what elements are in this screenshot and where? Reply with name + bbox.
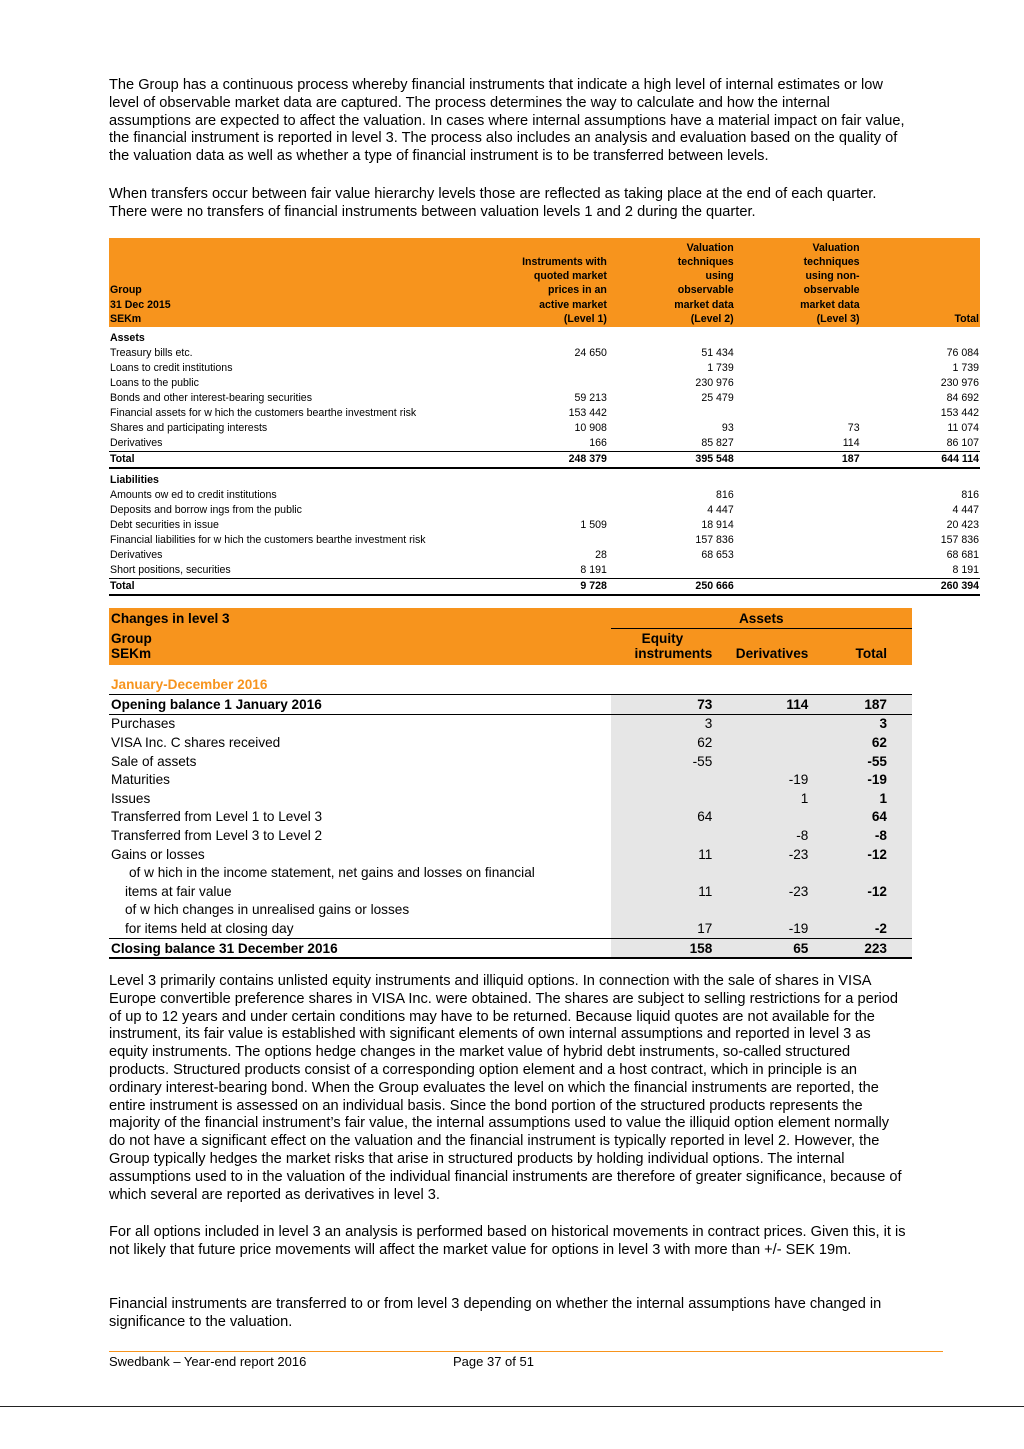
table-row: Treasury bills etc. 24 650 51 434 76 084 <box>110 347 979 359</box>
table-row: Issues 1 1 <box>109 789 912 808</box>
fv-liabilities-total-row: Total 9 728 250 666 260 394 <box>109 579 980 596</box>
fv-liabilities-heading: Liabilities <box>110 474 159 486</box>
fv-header-level2: Valuation techniques using observable market data (Level 2) <box>608 238 735 327</box>
options-analysis-paragraph: For all options included in level 3 an analysis is performed based on historical movements in contract prices. Given this, it is not likely that future price movements will affect the market value for options in level 3 with more than +/- SEK 19m. <box>109 1224 906 1258</box>
table-row: Short positions, securities 8 191 8 191 <box>110 564 979 576</box>
l3-col-equity-line1: Equity <box>611 629 715 647</box>
table-row: Financial liabilities for w hich the customers bearthe investment risk 157 836 157 836 <box>110 534 979 546</box>
table-row: Loans to the public 230 976 230 976 <box>110 377 979 389</box>
l3-title: Changes in level 3 <box>109 608 611 629</box>
table-row: of w hich changes in unrealised gains or losses <box>109 901 912 920</box>
fv-header-group: Group 31 Dec 2015 SEKm <box>109 238 516 327</box>
table-row: Amounts ow ed to credit institutions 816 816 <box>110 489 979 501</box>
l3-col-total: Total <box>810 646 912 665</box>
level3-changes-table <box>109 608 912 959</box>
l3-header-row-2 <box>109 629 912 647</box>
l3-closing-row: Closing balance 31 December 2016 158 65 223 <box>109 938 912 958</box>
table-row: Maturities -19 -19 <box>109 770 912 789</box>
fv-table-header <box>109 238 980 327</box>
intro-paragraph: The Group has a continuous process whereby financial instruments that indicate a high level of internal estimates or low level of observable market data are captured. The process determines the way to calculate and how the internal assumptions are expected to affect the valuation. In cases where internal assumptions have a material impact on fair value, the financial instrument is reported in level 3. The process also includes an analysis and evaluation based on the quality of the valuation data as well as whether a type of financial instrument is to be transferred between levels. <box>109 77 905 165</box>
fv-assets-heading: Assets <box>110 332 145 344</box>
level3-description-paragraph: Level 3 primarily contains unlisted equity instruments and illiquid options. In connection with the sale of shares in VISA Europe convertible preference shares in VISA Inc. were obtained. The shares are subject to selling restrictions for a period of up to 12 years and under certain conditions may have to be returned. Because liquid quotes are not available for the instrument, its fair value is established with significant elements of own internal assumptions and reported in level 3 as equity instruments. The options hedge changes in the market value of hybrid debt instruments, so-called structured products. Structured products consist of a corresponding option element and a host contract, which in principle is an ordinary interest-bearing bond. When the Group evaluates the level on which the financial instruments are reported, the entire instrument is assessed on an individual basis. Since the bond portion of the structured products represents the majority of the financial instrument’s fair value, the internal assumptions used to value the illiquid option element normally do not have a significant effect on the valuation and the financial instrument is typically reported in level 2. However, the Group typically hedges the market risks that arise in structured products by holding individual options. The internal assumptions used to in the valuation of the individual financial instruments are therefore of greater significance, because of which several are reported as derivatives in level 3. <box>109 973 902 1203</box>
transfers-level3-paragraph: Financial instruments are transferred to or from level 3 depending on whether the internal assumptions have changed in significance to the valuation. <box>109 1296 882 1330</box>
l3-assets-header: Assets <box>611 608 912 629</box>
fair-value-hierarchy-table <box>109 238 980 596</box>
table-row: Bonds and other interest-bearing securities 59 213 25 479 84 692 <box>110 392 979 404</box>
table-row: of w hich in the income statement, net gains and losses on financial <box>109 863 912 882</box>
page-bottom-divider <box>0 1406 1024 1407</box>
transfers-paragraph: When transfers occur between fair value hierarchy levels those are reflected as taking place at the end of each quarter. There were no transfers of financial instruments between valuation levels 1 and 2 during the quarter. <box>109 186 877 220</box>
table-row: Purchases 3 3 <box>109 714 912 733</box>
l3-unit-label: SEKm <box>109 646 611 665</box>
table-row: for items held at closing day 17 -19 -2 <box>109 919 912 938</box>
table-row: Transferred from Level 3 to Level 2 -8 -8 <box>109 826 912 845</box>
table-row: Transferred from Level 1 to Level 3 64 64 <box>109 808 912 827</box>
table-row: Shares and participating interests 10 908 93 73 11 074 <box>110 422 979 434</box>
footer-page-number: Page 37 of 51 <box>453 1354 534 1369</box>
table-row: Loans to credit institutions 1 739 1 739 <box>110 362 979 374</box>
table-row: VISA Inc. C shares received 62 62 <box>109 733 912 752</box>
l3-header-row-3 <box>109 646 912 665</box>
table-row: Financial assets for w hich the customers bearthe investment risk 153 442 153 442 <box>110 407 979 419</box>
footer-divider <box>109 1351 943 1352</box>
table-row: Derivatives 28 68 653 68 681 <box>110 549 979 561</box>
l3-col-derivatives: Derivatives <box>714 646 810 665</box>
table-row: Deposits and borrow ings from the public 4 447 4 447 <box>110 504 979 516</box>
table-row: Gains or losses 11 -23 -12 <box>109 845 912 864</box>
fv-header-total: Total <box>861 238 980 327</box>
fv-header-level1: Instruments with quoted market prices in an active market (Level 1) <box>516 238 608 327</box>
table-row: Debt securities in issue 1 509 18 914 20 423 <box>110 519 979 531</box>
table-row: items at fair value 11 -23 -12 <box>109 882 912 901</box>
l3-group-label: Group <box>109 629 611 647</box>
table-row: Derivatives 166 85 827 114 86 107 <box>110 437 979 449</box>
l3-opening-row: Opening balance 1 January 2016 73 114 187 <box>109 695 912 715</box>
fv-assets-total-row: Total 248 379 395 548 187 644 114 <box>109 452 980 469</box>
footer-report-title: Swedbank – Year-end report 2016 <box>109 1354 307 1369</box>
fv-header-level3: Valuation techniques using non- observable market data (Level 3) <box>735 238 861 327</box>
table-row: Sale of assets -55 -55 <box>109 752 912 771</box>
l3-period-row: January-December 2016 <box>111 677 268 692</box>
l3-header-row-1 <box>109 608 912 629</box>
l3-col-equity-line2: instruments <box>611 646 715 665</box>
